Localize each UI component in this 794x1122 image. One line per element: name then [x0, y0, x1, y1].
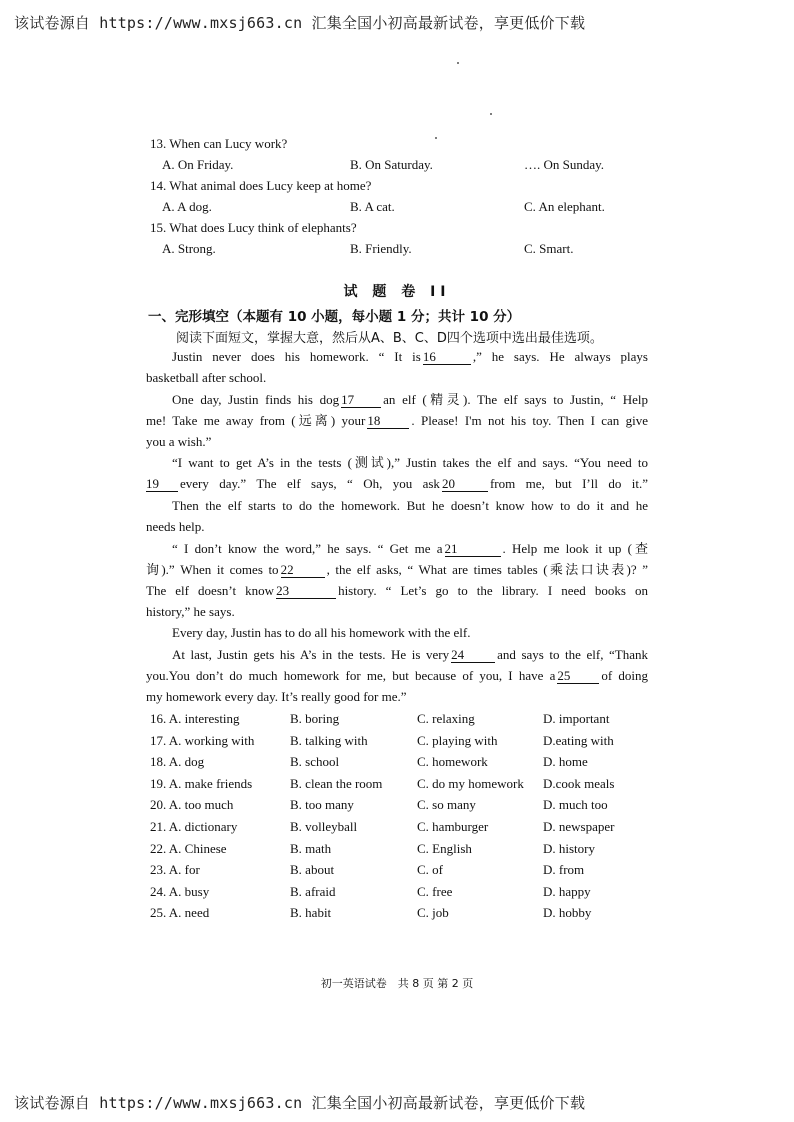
passage-line: history,” he says.	[146, 604, 235, 619]
choice-25b: B. habit	[290, 905, 332, 920]
choice-19d: D.cook meals	[543, 776, 615, 791]
page-footer: 初一英语试卷 共 8 页 第 2 页	[320, 977, 474, 990]
choice-20d: D. much too	[543, 797, 608, 812]
scan-speck	[435, 137, 437, 139]
choice-16d: D. important	[543, 711, 610, 726]
passage-line: At last, Justin gets his A’s in the tests. He is very 24 and says to the elf, “Thank	[172, 647, 649, 662]
question-15: 15. What does Lucy think of elephants?	[150, 220, 357, 235]
choice-22a: 22. A. Chinese	[150, 841, 227, 856]
blank-22: 22	[281, 563, 325, 578]
passage-line: “ I don’t know the word,” he says. “ Get me a 21 . Help me look it up (查	[172, 541, 648, 556]
option-13a: A. On Friday.	[162, 157, 234, 172]
choice-17b: B. talking with	[290, 733, 368, 748]
choice-21b: B. volleyball	[290, 819, 358, 834]
choice-18b: B. school	[290, 754, 340, 769]
choice-25d: D. hobby	[543, 905, 592, 920]
passage-line: Justin never does his homework. “ It is 16 ,” he says. He always plays	[172, 349, 648, 364]
option-13c: …. On Sunday.	[524, 157, 605, 172]
blank-19: 19	[146, 477, 178, 492]
passage-line: The elf doesn’t know 23 history. “ Let’s go to the library. I need books on	[146, 583, 648, 598]
blank-20: 20	[442, 477, 488, 492]
choice-17a: 17. A. working with	[150, 733, 255, 748]
option-13b: B. On Saturday.	[350, 157, 433, 172]
choice-21c: C. hamburger	[417, 819, 489, 834]
choice-22c: C. English	[417, 841, 472, 856]
blank-18: 18	[367, 414, 409, 429]
passage-line: 19 every day.” The elf says, “ Oh, you ask 20 from me, but I’ll do it.”	[146, 476, 648, 491]
part-instruction: 阅读下面短文，掌握大意，然后从A、B、C、D四个选项中选出最佳选项。	[176, 331, 603, 346]
choice-21a: 21. A. dictionary	[150, 819, 238, 834]
source-banner-top: 该试卷源自 https://www.mxsj663.cn 汇集全国小初高最新试卷，享更低价下载	[14, 14, 586, 32]
choice-17d: D.eating with	[543, 733, 614, 748]
choice-21d: D. newspaper	[543, 819, 615, 834]
passage-line: you a wish.”	[146, 434, 212, 449]
section-title: 试 题 卷 II	[343, 284, 451, 300]
passage-line: my homework every day. It’s really good for me.”	[146, 689, 407, 704]
passage-line: 询).” When it comes to 22 , the elf asks, “ What are times tables (乘法口诀表)? ”	[146, 562, 648, 577]
choice-25a: 25. A. need	[150, 905, 210, 920]
passage-line: One day, Justin finds his dog 17 an elf (精灵). The elf says to Justin, “ Help	[172, 392, 648, 407]
choice-18c: C. homework	[417, 754, 488, 769]
question-13: 13. When can Lucy work?	[150, 136, 288, 151]
option-15c: C. Smart.	[524, 241, 574, 256]
choice-25c: C. job	[417, 905, 449, 920]
choice-23a: 23. A. for	[150, 862, 200, 877]
option-14a: A. A dog.	[162, 199, 212, 214]
choice-24b: B. afraid	[290, 884, 336, 899]
choice-24c: C. free	[417, 884, 453, 899]
part-heading: 一、完形填空（本题有 10 小题，每小题 1 分；共计 10 分）	[148, 309, 521, 325]
passage-line: Then the elf starts to do the homework. But he doesn’t know how to do it and he	[172, 498, 648, 513]
blank-23: 23	[276, 584, 336, 599]
choice-16a: 16. A. interesting	[150, 711, 240, 726]
option-15a: A. Strong.	[162, 241, 216, 256]
question-14: 14. What animal does Lucy keep at home?	[150, 178, 372, 193]
blank-17: 17	[341, 393, 381, 408]
scan-speck	[490, 113, 492, 115]
choice-18a: 18. A. dog	[150, 754, 205, 769]
choice-19c: C. do my homework	[417, 776, 524, 791]
choice-19b: B. clean the room	[290, 776, 383, 791]
option-14c: C. An elephant.	[524, 199, 605, 214]
passage-line: “I want to get A’s in the tests (测试),” Justin takes the elf and says. “You need to	[172, 455, 648, 470]
choice-23b: B. about	[290, 862, 335, 877]
blank-21: 21	[445, 542, 501, 557]
choice-23d: D. from	[543, 862, 585, 877]
source-banner-bottom: 该试卷源自 https://www.mxsj663.cn 汇集全国小初高最新试卷，享更低价下载	[14, 1094, 586, 1112]
blank-16: 16	[423, 350, 471, 365]
scan-speck	[457, 62, 459, 64]
choice-20a: 20. A. too much	[150, 797, 234, 812]
blank-24: 24	[451, 648, 495, 663]
choice-22b: B. math	[290, 841, 332, 856]
passage-line: needs help.	[146, 519, 205, 534]
option-14b: B. A cat.	[350, 199, 395, 214]
choice-18d: D. home	[543, 754, 588, 769]
choice-16b: B. boring	[290, 711, 340, 726]
choice-17c: C. playing with	[417, 733, 498, 748]
blank-25: 25	[557, 669, 599, 684]
choice-16c: C. relaxing	[417, 711, 475, 726]
choice-20c: C. so many	[417, 797, 476, 812]
choice-24d: D. happy	[543, 884, 591, 899]
option-15b: B. Friendly.	[350, 241, 412, 256]
passage-line: basketball after school.	[146, 370, 267, 385]
choice-22d: D. history	[543, 841, 595, 856]
choice-19a: 19. A. make friends	[150, 776, 253, 791]
choice-23c: C. of	[417, 862, 443, 877]
passage-line: me! Take me away from (远离) your 18 . Please! I'm not his toy. Then I can give	[146, 413, 648, 428]
choice-24a: 24. A. busy	[150, 884, 210, 899]
passage-line: Every day, Justin has to do all his homework with the elf.	[172, 625, 471, 640]
passage-line: you.You don’t do much homework for me, but because of you, I have a 25 of doing	[146, 668, 648, 683]
choice-20b: B. too many	[290, 797, 354, 812]
